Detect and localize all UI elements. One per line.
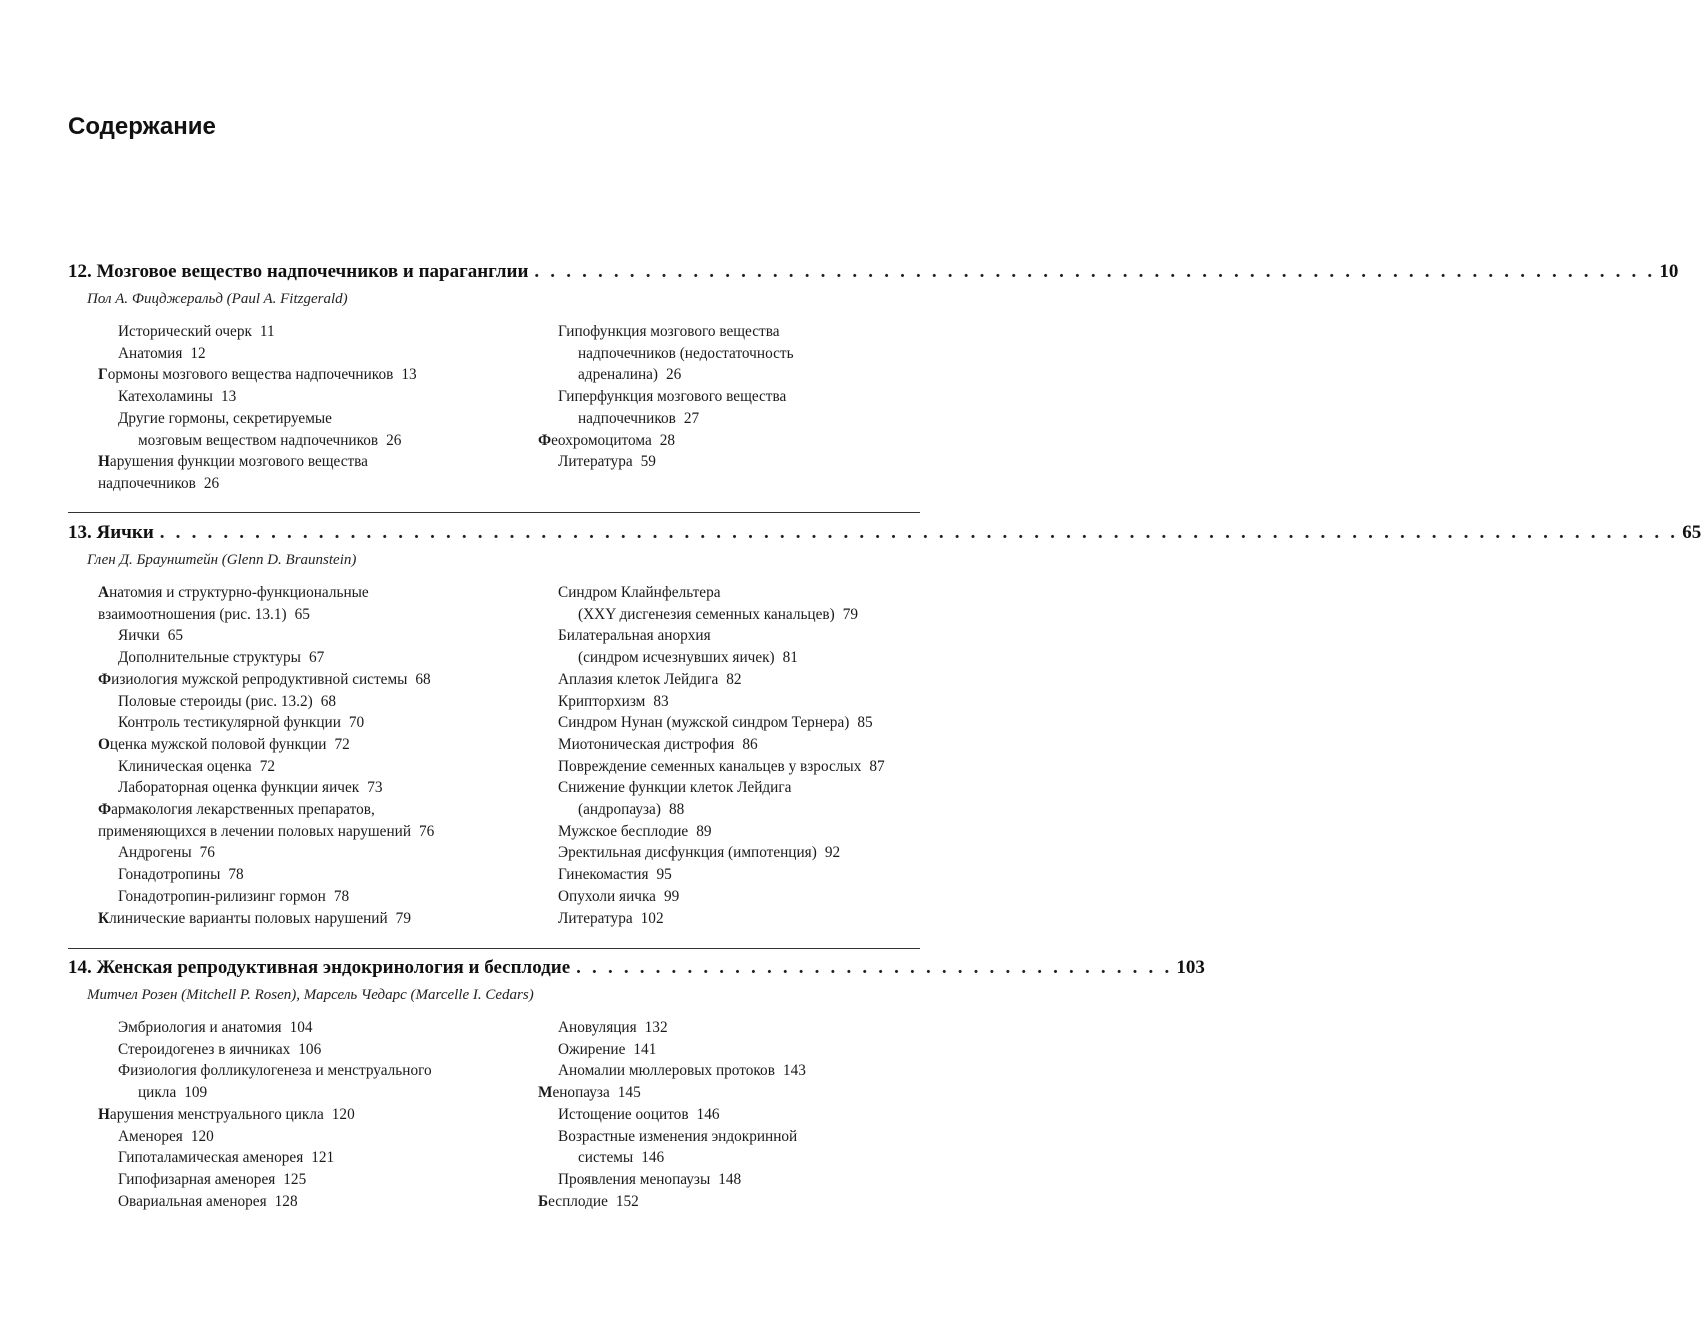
toc-entry-page: 145 xyxy=(617,1084,641,1102)
toc-entry-page: 152 xyxy=(615,1192,639,1210)
toc-entry[interactable] xyxy=(98,712,518,734)
entries-left-column xyxy=(98,1017,518,1212)
toc-entry-page: 68 xyxy=(320,692,337,710)
toc-entry-page: 132 xyxy=(644,1019,668,1036)
toc-entry-page: 104 xyxy=(289,1019,313,1036)
toc-entry-text: Яички xyxy=(118,627,160,645)
chapter-14 xyxy=(68,957,1205,1217)
toc-entry[interactable] xyxy=(538,625,928,647)
toc-entry-page: 13 xyxy=(220,388,237,406)
toc-entry[interactable] xyxy=(538,691,928,713)
toc-entry-text: Проявления менопаузы xyxy=(558,1170,711,1188)
toc-entry-text: Анатомия и структурно-функциональные xyxy=(98,584,369,601)
toc-entry-text: Гормоны мозгового вещества надпочечников xyxy=(98,366,394,384)
toc-entry-text: (андропауза) xyxy=(578,801,661,819)
toc-entry-page: 78 xyxy=(228,866,244,884)
toc-entry-text: Клинические варианты половых нарушений xyxy=(98,909,388,927)
section-divider xyxy=(68,948,920,949)
toc-entry[interactable] xyxy=(98,430,518,452)
section-divider xyxy=(68,512,920,513)
toc-entry-text: Бесплодие xyxy=(538,1192,608,1210)
toc-entry-text: Синдром Нунан (мужской синдром Тернера) xyxy=(558,714,850,732)
chapter-author: Пол А. Фицджеральд (Paul A. Fitzgerald) xyxy=(87,291,348,307)
toc-entry-text: применяющихся в лечении половых нарушений xyxy=(98,822,412,840)
chapter-author: Глен Д. Браунштейн (Glenn D. Braunstein) xyxy=(87,552,357,568)
toc-entry[interactable] xyxy=(98,777,518,799)
toc-entry-text: Овариальная аменорея xyxy=(118,1192,267,1210)
toc-entry-page: 146 xyxy=(641,1149,665,1167)
toc-entry-page: 79 xyxy=(395,909,411,927)
toc-entry-text: Гинекомастия xyxy=(558,866,649,884)
toc-entry-page: 86 xyxy=(742,735,758,753)
toc-entry[interactable] xyxy=(538,1191,928,1213)
toc-entry-page: 120 xyxy=(190,1127,214,1145)
toc-entry-page: 76 xyxy=(199,844,215,862)
toc-entry[interactable] xyxy=(98,1039,518,1061)
toc-entry-text: Клиническая оценка xyxy=(118,757,252,775)
toc-entry-text: Физиология мужской репродуктивной системы xyxy=(98,670,408,688)
toc-entry[interactable] xyxy=(538,756,928,778)
entries-right-column xyxy=(538,1017,928,1212)
toc-entry-text: Гипоталамическая аменорея xyxy=(118,1149,304,1167)
toc-entry-text: Истощение ооцитов xyxy=(558,1105,689,1123)
toc-entry[interactable] xyxy=(98,908,518,930)
toc-entry-text: Литература xyxy=(558,909,633,927)
toc-entry[interactable] xyxy=(538,908,928,930)
toc-entry-text: Аномалии мюллеровых протоков xyxy=(558,1062,775,1080)
toc-entry[interactable] xyxy=(538,1104,928,1126)
entries-columns xyxy=(68,1017,920,1217)
toc-entry-page: 28 xyxy=(659,431,676,449)
toc-entry-page: 70 xyxy=(348,714,365,732)
toc-entry-text: Возрастные изменения эндокринной xyxy=(558,1127,798,1145)
toc-entry-page: 102 xyxy=(640,909,664,927)
toc-entry-page: 26 xyxy=(666,366,682,384)
toc-entry-page: 92 xyxy=(824,844,841,862)
toc-entry[interactable] xyxy=(538,1082,928,1104)
toc-entry-page: 13 xyxy=(401,366,417,384)
entries-left-column xyxy=(98,321,518,495)
toc-entry[interactable] xyxy=(98,582,518,604)
toc-entry[interactable] xyxy=(98,1060,518,1082)
chapter-page-number: 103 xyxy=(1176,957,1205,978)
toc-entry-text: адреналина) xyxy=(578,366,659,384)
toc-entry-page: 88 xyxy=(668,801,685,819)
toc-entry-page: 89 xyxy=(696,822,712,840)
toc-entry[interactable] xyxy=(98,1017,518,1039)
toc-entry[interactable] xyxy=(538,821,928,843)
chapter-12 xyxy=(68,261,1679,496)
toc-entry[interactable] xyxy=(98,756,518,778)
toc-entry[interactable] xyxy=(98,1104,518,1126)
toc-entry[interactable] xyxy=(98,864,518,886)
toc-entry-page: 146 xyxy=(696,1105,720,1123)
entries-right-column xyxy=(538,582,928,929)
toc-entry[interactable] xyxy=(98,343,518,365)
toc-entry-text: Анатомия xyxy=(118,344,183,362)
toc-entry[interactable] xyxy=(98,669,518,691)
toc-entry[interactable] xyxy=(98,1126,518,1148)
toc-entry-text: Снижение функции клеток Лейдига xyxy=(558,779,792,797)
toc-entry[interactable] xyxy=(98,886,518,908)
toc-entry[interactable] xyxy=(538,1147,928,1169)
toc-entry[interactable] xyxy=(98,364,518,386)
chapter-page-number: 10 xyxy=(1659,261,1679,282)
entries-right-column xyxy=(538,321,928,473)
toc-entry-text: Лабораторная оценка функции яичек xyxy=(118,779,360,797)
toc-entry-text: надпочечников xyxy=(98,474,196,492)
toc-entry-text: Контроль тестикулярной функции xyxy=(118,714,341,732)
toc-entry[interactable] xyxy=(98,799,518,821)
toc-entry[interactable] xyxy=(98,625,518,647)
toc-entry-text: Мужское бесплодие xyxy=(558,822,689,840)
toc-entry-page: 26 xyxy=(203,474,220,492)
toc-entry[interactable] xyxy=(538,864,928,886)
toc-entry-page: 83 xyxy=(653,692,669,710)
toc-entry[interactable] xyxy=(538,408,928,430)
toc-entry-text: Синдром Клайнфельтера xyxy=(558,584,721,601)
toc-entry[interactable] xyxy=(538,886,928,908)
toc-entry-text: Ожирение xyxy=(558,1040,626,1058)
toc-entry[interactable] xyxy=(98,1147,518,1169)
toc-entry-text: мозговым веществом надпочечников xyxy=(138,431,379,449)
toc-entry-text: (XXY дисгенезия семенных канальцев) xyxy=(578,605,835,623)
toc-entry-text: Литература xyxy=(558,453,633,471)
toc-entry-page: 72 xyxy=(259,757,275,775)
toc-entry[interactable] xyxy=(98,734,518,756)
toc-entry-text: надпочечников xyxy=(578,409,676,427)
toc-entry-page: 85 xyxy=(857,714,873,732)
toc-entry-text: взаимоотношения (рис. 13.1) xyxy=(98,605,287,623)
toc-entry[interactable] xyxy=(538,842,928,864)
toc-entry-text: Феохромоцитома xyxy=(538,431,652,449)
entries-columns xyxy=(68,321,920,496)
toc-entry-text: Половые стероиды (рис. 13.2) xyxy=(118,692,313,710)
toc-entry-page: 26 xyxy=(386,431,402,449)
toc-entry-text: Стероидогенез в яичниках xyxy=(118,1040,291,1058)
chapter-heading[interactable] xyxy=(68,957,1205,985)
toc-entry[interactable] xyxy=(98,321,518,343)
toc-entry-page: 120 xyxy=(331,1105,355,1123)
toc-entry-page: 109 xyxy=(184,1084,208,1102)
toc-entry[interactable] xyxy=(538,777,928,799)
toc-entry[interactable] xyxy=(538,799,928,821)
toc-entry-page: 59 xyxy=(640,453,656,471)
toc-entry[interactable] xyxy=(538,1017,928,1039)
toc-entry-text: Физиология фолликулогенеза и менструального xyxy=(118,1062,432,1080)
toc-entry[interactable] xyxy=(538,604,928,626)
toc-entry-text: Крипторхизм xyxy=(558,692,646,710)
toc-entry-page: 81 xyxy=(782,649,798,667)
toc-entry-text: Эмбриология и анатомия xyxy=(118,1019,282,1036)
toc-entry[interactable] xyxy=(98,842,518,864)
toc-entry[interactable] xyxy=(98,1082,518,1104)
toc-entry-text: Дополнительные структуры xyxy=(118,649,301,667)
toc-entry-text: системы xyxy=(578,1149,634,1167)
toc-entry-page: 67 xyxy=(308,649,325,667)
page-title: Содержание xyxy=(68,113,216,140)
toc-entry[interactable] xyxy=(538,430,928,452)
toc-entry-text: Гонадотропины xyxy=(118,866,221,884)
toc-entry-page: 73 xyxy=(367,779,383,797)
toc-entry-page: 76 xyxy=(419,822,435,840)
toc-entry[interactable] xyxy=(98,821,518,843)
toc-entry[interactable] xyxy=(538,582,928,604)
toc-entry-text: Катехоламины xyxy=(118,388,213,406)
toc-entry[interactable] xyxy=(538,386,928,408)
toc-entry-page: 12 xyxy=(190,344,206,362)
toc-entry-text: Исторический очерк xyxy=(118,323,252,340)
toc-entry-page: 141 xyxy=(633,1040,657,1058)
toc-entry-page: 106 xyxy=(298,1040,322,1058)
entries-columns xyxy=(68,582,920,932)
toc-entry-page: 78 xyxy=(333,887,350,905)
toc-entry-text: Другие гормоны, секретируемые xyxy=(118,409,332,427)
toc-entry[interactable] xyxy=(98,408,518,430)
toc-entry[interactable] xyxy=(538,343,928,365)
toc-entry-text: Гонадотропин-рилизинг гормон xyxy=(118,887,326,905)
toc-entry-page: 87 xyxy=(869,757,885,775)
toc-entry[interactable] xyxy=(538,1126,928,1148)
toc-entry-page: 128 xyxy=(274,1192,298,1210)
toc-entry-text: Повреждение семенных канальцев у взрослых xyxy=(558,757,862,775)
toc-entry-text: Опухоли яичка xyxy=(558,887,656,905)
toc-entry[interactable] xyxy=(98,604,518,626)
entries-left-column xyxy=(98,582,518,929)
toc-entry-page: 68 xyxy=(415,670,431,688)
toc-entry-page: 72 xyxy=(334,735,350,753)
toc-entry-page: 143 xyxy=(782,1062,806,1080)
toc-entry-text: Оценка мужской половой функции xyxy=(98,735,327,753)
toc-entry-page: 95 xyxy=(656,866,672,884)
toc-entry[interactable] xyxy=(538,1169,928,1191)
chapter-author: Митчел Розен (Mitchell P. Rosen), Марсель Чедарс (Marcelle I. Cedars) xyxy=(87,987,534,1003)
chapter-title: 14. Женская репродуктивная эндокринология и бесплодие xyxy=(68,957,571,978)
toc-entry[interactable] xyxy=(98,647,518,669)
toc-entry[interactable] xyxy=(538,669,928,691)
toc-entry[interactable] xyxy=(98,691,518,713)
toc-entry-text: Аменорея xyxy=(118,1127,183,1145)
toc-entry-page: 65 xyxy=(294,605,310,623)
toc-entry[interactable] xyxy=(538,451,928,473)
chapter-title: 13. Яички xyxy=(68,522,154,543)
toc-entry-text: Гипофизарная аменорея xyxy=(118,1170,276,1188)
toc-entry-text: Аплазия клеток Лейдига xyxy=(558,670,719,688)
chapter-title: 12. Мозговое вещество надпочечников и параганглии xyxy=(68,261,529,282)
toc-entry-text: Андрогены xyxy=(118,844,192,862)
toc-entry-page: 125 xyxy=(283,1170,307,1188)
toc-entry-text: Гипофункция мозгового вещества xyxy=(558,323,780,340)
toc-entry[interactable] xyxy=(98,473,518,495)
toc-entry-page: 27 xyxy=(683,409,700,427)
toc-entry-text: Эректильная дисфункция (импотенция) xyxy=(558,844,817,862)
toc-entry[interactable] xyxy=(98,451,518,473)
toc-entry-text: Миотоническая дистрофия xyxy=(558,735,735,753)
toc-entry[interactable] xyxy=(538,647,928,669)
toc-entry-text: Билатеральная анорхия xyxy=(558,627,711,645)
toc-entry[interactable] xyxy=(98,1169,518,1191)
toc-entry-text: (синдром исчезнувших яичек) xyxy=(578,649,775,667)
toc-entry-text: цикла xyxy=(138,1084,177,1102)
leader-dots: . . . . . . . . . . . . . . . . . . . . . . . . . . . . . . . . . . . . . . xyxy=(576,957,1173,978)
chapter-page-number: 65 xyxy=(1682,522,1701,543)
leader-dots: . . . . . . . . . . . . . . . . . . . . . . . . . . . . . . . . . . . . . . . . . . . . . . . . . . . . . . . . . . . . . . . . . . . . . . . . . . . . . . . . . . . . . . . . . . . . . . . . xyxy=(159,522,1679,543)
leader-dots: . . . . . . . . . . . . . . . . . . . . . . . . . . . . . . . . . . . . . . . . . . . . . . . . . . . . . . . . . . . . . . . . . . . . . . . xyxy=(534,261,1656,282)
toc-entry-page: 79 xyxy=(842,605,859,623)
toc-entry-text: Фармакология лекарственных препаратов, xyxy=(98,801,375,819)
chapter-heading[interactable] xyxy=(68,261,1679,289)
toc-entry-text: Нарушения менструального цикла xyxy=(98,1105,324,1123)
toc-entry-text: Ановуляция xyxy=(558,1019,637,1036)
toc-entry[interactable] xyxy=(538,734,928,756)
toc-entry[interactable] xyxy=(538,712,928,734)
toc-entry-page: 99 xyxy=(663,887,680,905)
toc-entry-text: надпочечников (недостаточность xyxy=(578,344,794,362)
toc-entry[interactable] xyxy=(98,386,518,408)
chapter-heading[interactable] xyxy=(68,522,1701,550)
toc-entry-page: 65 xyxy=(167,627,183,645)
toc-entry-page: 82 xyxy=(726,670,742,688)
toc-entry-page: 121 xyxy=(311,1149,335,1167)
toc-entry[interactable] xyxy=(538,1060,928,1082)
toc-entry-page: 148 xyxy=(718,1170,742,1188)
toc-entry[interactable] xyxy=(538,364,928,386)
toc-entry[interactable] xyxy=(538,1039,928,1061)
toc-entry[interactable] xyxy=(98,1191,518,1213)
toc-entry[interactable] xyxy=(538,321,928,343)
toc-entry-text: Нарушения функции мозгового вещества xyxy=(98,453,368,471)
toc-entry-page: 11 xyxy=(259,323,275,340)
chapter-13 xyxy=(68,522,1701,932)
toc-entry-text: Менопауза xyxy=(538,1084,610,1102)
toc-entry-text: Гиперфункция мозгового вещества xyxy=(558,388,787,406)
